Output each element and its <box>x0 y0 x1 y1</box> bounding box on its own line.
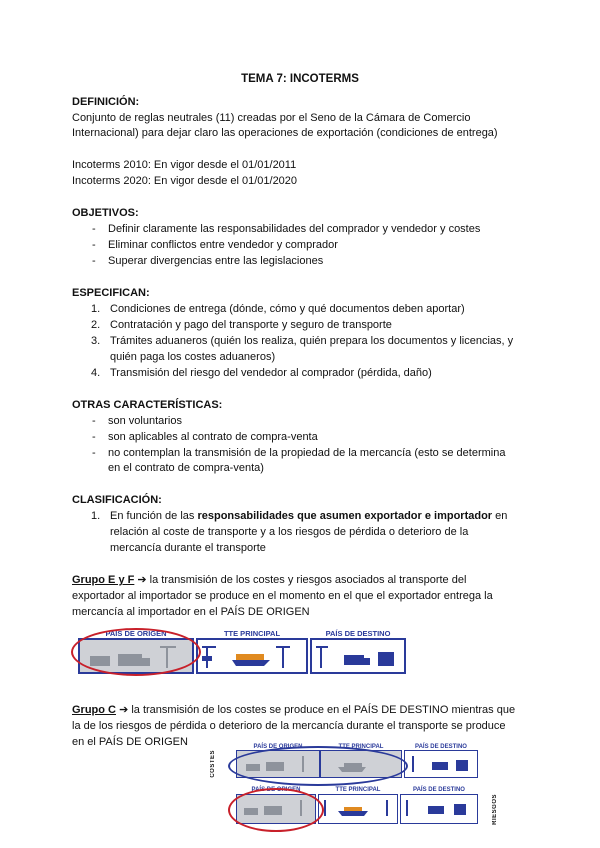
definicion-heading: DEFINICIÓN: <box>72 96 140 108</box>
list-item: - Superar divergencias entre las legislaciones <box>89 253 480 269</box>
objetivos-heading: OBJETIVOS: <box>72 207 139 219</box>
incoterms-2010: Incoterms 2010: En vigor desde el 01/01/2011 <box>72 159 297 171</box>
risk-ellipse <box>71 628 201 676</box>
grupo-c-line-2: la de los riesgos de pérdida o deterioro de la mercancía durante el transporte se produce <box>72 720 506 732</box>
clasificacion-heading: CLASIFICACIÓN: <box>72 494 162 506</box>
especifican-list <box>91 301 513 381</box>
costes-label: COSTES <box>210 750 216 778</box>
destino-label: PAÍS DE DESTINO <box>415 744 467 750</box>
page-title: TEMA 7: INCOTERMS <box>241 73 359 85</box>
destino-label: PAÍS DE DESTINO <box>413 787 465 793</box>
list-item: - son voluntarios <box>89 413 505 429</box>
costes-ellipse <box>228 746 408 786</box>
objetivos-list <box>89 221 480 269</box>
clasificacion-line-2: relación al coste de transporte y a los riesgos de pérdida o deterioro de la <box>110 526 469 538</box>
definicion-line-2: Internacional) para dejar claro las operaciones de exportación (condiciones de entrega) <box>72 127 498 139</box>
especifican-heading: ESPECIFICAN: <box>72 287 150 299</box>
origen-label: PAÍS DE ORIGEN <box>105 629 167 638</box>
otras-item-continuation: en el contrato de compra-venta) <box>108 462 264 474</box>
list-item: - Eliminar conflictos entre vendedor y comprador <box>89 237 480 253</box>
origen-label: PAÍS DE ORIGEN <box>251 787 301 793</box>
list-item: 3. Trámites aduaneros (quién los realiza, quién prepara los documentos y licencias, y <box>91 335 514 347</box>
list-item: 2. Contratación y pago del transporte y seguro de transporte <box>91 319 392 331</box>
origen-label: PAÍS DE ORIGEN <box>253 744 303 750</box>
grupo-ef-line-2: exportador al importador se produce en el momento en el que el exportador entrega la <box>72 590 493 602</box>
diagram-grupo-c-riesgos <box>226 786 506 834</box>
definicion-line-1: Conjunto de reglas neutrales (11) creadas por el Seno de la Cámara de Comercio <box>72 112 471 124</box>
list-item: 1. Condiciones de entrega (dónde, cómo y qué documentos deben aportar) <box>91 303 465 315</box>
diagram-grupo-ef <box>78 628 408 674</box>
grupo-c-line-3: en el PAÍS DE ORIGEN <box>72 736 188 748</box>
tte-label: TTE PRINCIPAL <box>335 787 381 793</box>
diagram-grupo-c-costes <box>210 744 492 784</box>
grupo-ef-line-1: Grupo E y F ➔ la transmisión de los costes y riesgos asociados al transporte del <box>72 574 467 586</box>
tte-label: TTE PRINCIPAL <box>223 629 281 638</box>
grupo-ef-line-3: mercancía al importador en el PAÍS DE ORIGEN <box>72 606 310 618</box>
clasificacion-line-3: mercancía durante el transporte <box>110 542 266 554</box>
riesgos-ellipse <box>228 788 324 832</box>
list-item: - Definir claramente las responsabilidades del comprador y vendedor y costes <box>89 221 480 237</box>
clasificacion-num: 1. <box>91 510 101 522</box>
otras-heading: OTRAS CARACTERÍSTICAS: <box>72 399 223 411</box>
incoterms-2020: Incoterms 2020: En vigor desde el 01/01/2020 <box>72 175 298 187</box>
list-item-continuation: quién paga los costes aduaneros) <box>110 351 276 363</box>
list-item: - son aplicables al contrato de compra-venta <box>89 429 505 445</box>
tte-label: TTE PRINCIPAL <box>338 744 384 750</box>
grupo-c-line-1: Grupo C ➔ la transmisión de los costes se produce en el PAÍS DE DESTINO mientras que <box>72 704 516 716</box>
riesgos-label: RIESGOS <box>492 794 498 825</box>
clasificacion-line-1: En función de las responsabilidades que asumen exportador e importador en <box>110 510 508 522</box>
destino-label: PAÍS DE DESTINO <box>325 629 391 638</box>
list-item: 4. Transmisión del riesgo del vendedor al comprador (pérdida, daño) <box>91 367 432 379</box>
otras-list <box>89 413 505 461</box>
list-item: - no contemplan la transmisión de la propiedad de la mercancía (esto se determina <box>89 445 505 461</box>
